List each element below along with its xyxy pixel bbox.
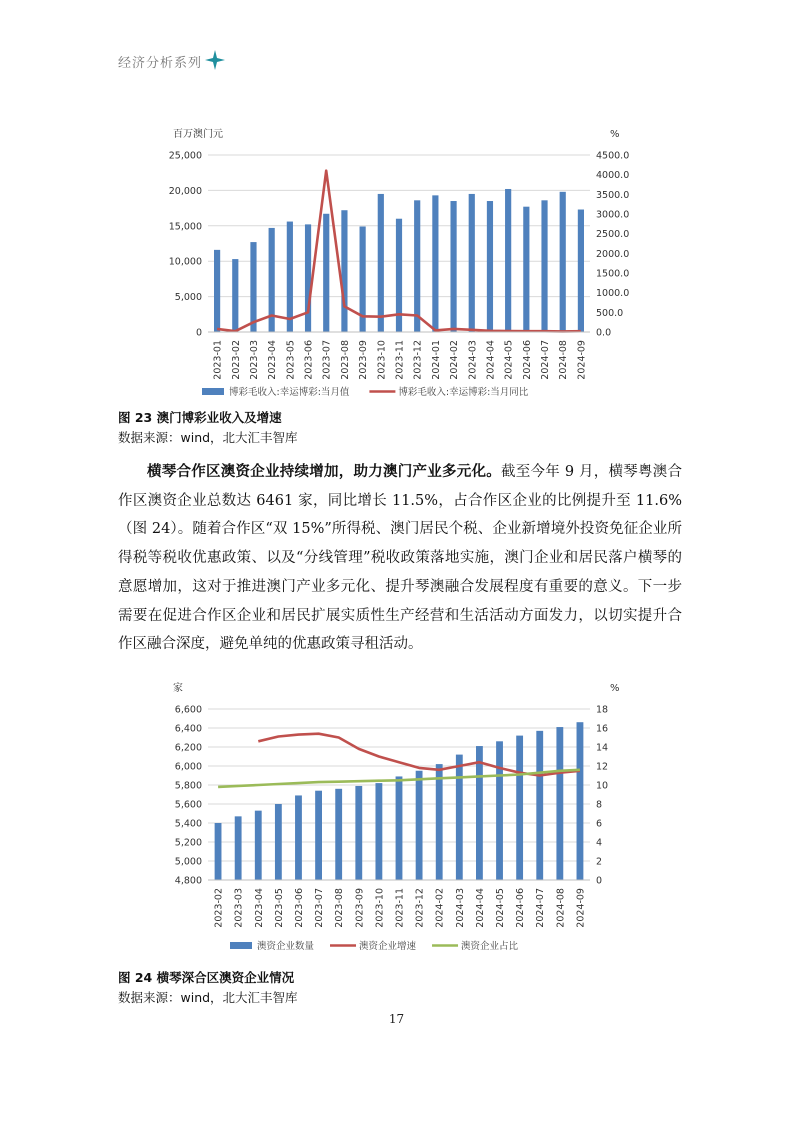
c2-bar <box>315 791 322 880</box>
c2-bar <box>355 786 362 880</box>
c2-legend-label: 澳资企业增速 <box>359 941 417 952</box>
c2-right-tick: 10 <box>596 780 609 792</box>
c1-bar <box>450 201 456 332</box>
c1-right-tick: 4500.0 <box>596 150 630 162</box>
c1-x-tick: 2024-03 <box>467 340 479 380</box>
c2-right-tick: 16 <box>596 723 609 735</box>
c2-right-tick: 0 <box>596 875 603 887</box>
c2-left-tick: 6,600 <box>174 704 202 716</box>
c1-left-tick: 25,000 <box>168 150 202 162</box>
macau-enterprise-chart <box>150 678 620 960</box>
c2-left-tick: 5,000 <box>174 856 202 868</box>
c2-bar <box>416 771 423 880</box>
c1-bar <box>432 195 438 332</box>
c1-right-tick: 4000.0 <box>596 170 630 182</box>
c1-bar <box>578 210 584 332</box>
c2-x-tick: 2023-11 <box>394 888 406 928</box>
c1-x-tick: 2024-09 <box>576 340 588 380</box>
series-title: 经济分析系列 <box>118 56 203 71</box>
c1-x-tick: 2023-02 <box>230 340 242 380</box>
c2-bar <box>235 816 242 880</box>
c1-x-tick: 2023-04 <box>267 340 279 380</box>
c2-right-unit: % <box>610 683 620 694</box>
c1-bar <box>287 222 293 332</box>
c2-left-tick: 4,800 <box>174 875 202 887</box>
paragraph-body: 截至今年 9 月，横琴粤澳合作区澳资企业总数达 6461 家，同比增长 11.5%，占合作区企业的比例提升至 11.6%（图 24）。随着合作区“双 15%”所得税、澳门居民个税、企业新增境外投资免征企业所得税等税收优惠政策、以及“分线管理”税收政策落地实施，澳门企业和居民落户横琴的意愿增加，这对于推进澳门产业多元化、提升琴澳融合发展程度有重要的意义。下一步需要在促进合作区企业和居民扩展实质性生产经营和生活活动方面发力，以切实提升合作区融合深度，避免单纯的优惠政策寻租活动。 <box>118 464 682 653</box>
c1-right-tick: 3500.0 <box>596 189 630 201</box>
c2-x-tick: 2023-05 <box>273 888 285 928</box>
figure-24-caption: 图 24 横琴深合区澳资企业情况 <box>118 970 295 985</box>
c1-left-tick: 10,000 <box>168 256 202 268</box>
c1-bar <box>469 194 475 332</box>
c2-left-tick: 5,600 <box>174 799 202 811</box>
c2-bar <box>295 795 302 880</box>
c1-right-tick: 0.0 <box>596 327 612 339</box>
c1-left-tick: 0 <box>195 327 202 339</box>
c2-bar <box>577 722 584 880</box>
c2-bar <box>456 755 463 880</box>
c2-bar <box>536 731 543 880</box>
c2-x-tick: 2023-09 <box>354 888 366 928</box>
c2-left-tick: 6,400 <box>174 723 202 735</box>
c1-left-tick: 20,000 <box>168 185 202 197</box>
c1-x-tick: 2024-01 <box>430 340 442 380</box>
c1-bar <box>323 214 329 332</box>
c1-bar <box>232 259 238 332</box>
c1-right-tick: 1500.0 <box>596 268 630 280</box>
c1-left-tick: 15,000 <box>168 221 202 233</box>
c2-x-tick: 2024-02 <box>434 888 446 928</box>
c2-legend-label: 澳资企业数量 <box>257 941 315 952</box>
c2-right-tick: 12 <box>596 761 609 773</box>
figure-24-source: 数据来源：wind，北大汇丰智库 <box>118 990 298 1005</box>
c1-bar <box>560 192 566 332</box>
c2-legend-swatch <box>230 942 252 949</box>
c2-left-tick: 6,000 <box>174 761 202 773</box>
paragraph-lead: 横琴合作区澳资企业持续增加，助力澳门产业多元化。 <box>147 463 502 480</box>
c2-right-tick: 4 <box>596 837 603 849</box>
c2-legend-label: 澳资企业占比 <box>461 941 519 952</box>
c2-left-unit: 家 <box>173 683 183 694</box>
c2-x-tick: 2023-06 <box>293 888 305 928</box>
c1-right-tick: 3000.0 <box>596 209 630 221</box>
c2-x-tick: 2023-10 <box>374 888 386 928</box>
c1-legend-swatch <box>202 388 224 395</box>
c2-bar <box>476 746 483 880</box>
c2-x-tick: 2024-03 <box>454 888 466 928</box>
c2-right-tick: 6 <box>596 818 603 830</box>
c1-legend-label: 博彩毛收入:幸运博彩:当月值 <box>229 387 350 398</box>
c2-x-tick: 2024-08 <box>555 888 567 928</box>
c2-x-tick: 2023-02 <box>213 888 225 928</box>
c1-right-tick: 1000.0 <box>596 288 630 300</box>
c1-x-tick: 2023-11 <box>394 340 406 380</box>
c1-bar <box>341 210 347 332</box>
c2-x-tick: 2024-09 <box>575 888 587 928</box>
c1-right-tick: 2500.0 <box>596 229 630 241</box>
body-paragraph <box>118 458 682 659</box>
c1-x-tick: 2023-03 <box>248 340 260 380</box>
c1-x-tick: 2023-08 <box>339 340 351 380</box>
figure-23-caption: 图 23 澳门博彩业收入及增速 <box>118 410 282 425</box>
c2-x-tick: 2023-04 <box>253 888 265 928</box>
c2-bar <box>496 741 503 880</box>
c2-right-tick: 14 <box>596 742 609 754</box>
c2-bar <box>396 776 403 880</box>
c1-x-tick: 2024-08 <box>558 340 570 380</box>
c1-x-tick: 2024-05 <box>503 340 515 380</box>
c1-x-tick: 2023-10 <box>376 340 388 380</box>
c1-x-tick: 2023-06 <box>303 340 315 380</box>
c1-x-tick: 2024-07 <box>540 340 552 380</box>
c1-bar <box>250 242 256 332</box>
c1-right-tick: 500.0 <box>596 307 624 319</box>
c2-line-0 <box>258 734 580 776</box>
c1-legend-label: 博彩毛收入:幸运博彩:当月同比 <box>398 387 529 398</box>
page-number: 17 <box>388 1012 405 1026</box>
c2-left-tick: 5,200 <box>174 837 202 849</box>
figure-23-source: 数据来源：wind，北大汇丰智库 <box>118 430 298 445</box>
c1-left-unit: 百万澳门元 <box>173 129 223 140</box>
gaming-revenue-chart-svg <box>150 120 630 405</box>
c1-x-tick: 2023-09 <box>358 340 370 380</box>
c1-right-unit: % <box>610 129 620 140</box>
c1-x-tick: 2024-04 <box>485 340 497 380</box>
c2-right-tick: 8 <box>596 799 603 811</box>
c2-bar <box>436 764 443 880</box>
c1-x-tick: 2023-05 <box>285 340 297 380</box>
c2-bar <box>275 804 282 880</box>
c2-x-tick: 2024-05 <box>495 888 507 928</box>
macau-enterprise-chart-svg <box>150 678 620 960</box>
c1-bar <box>214 250 220 332</box>
four-point-star-icon <box>205 50 225 70</box>
c2-x-tick: 2023-03 <box>233 888 245 928</box>
c2-x-tick: 2024-06 <box>515 888 527 928</box>
c2-x-tick: 2023-08 <box>334 888 346 928</box>
c2-bar <box>255 811 262 880</box>
c1-bar <box>305 224 311 332</box>
c1-x-tick: 2023-07 <box>321 340 333 380</box>
c2-left-tick: 6,200 <box>174 742 202 754</box>
c1-x-tick: 2024-06 <box>521 340 533 380</box>
c2-x-tick: 2023-07 <box>314 888 326 928</box>
c2-x-tick: 2024-04 <box>474 888 486 928</box>
c2-bar <box>375 783 382 880</box>
c1-bar <box>505 189 511 332</box>
c2-bar <box>556 727 563 880</box>
c2-x-tick: 2024-07 <box>535 888 547 928</box>
c2-left-tick: 5,400 <box>174 818 202 830</box>
c2-right-tick: 2 <box>596 856 603 868</box>
c1-right-tick: 2000.0 <box>596 248 630 260</box>
c1-x-tick: 2023-01 <box>212 340 224 380</box>
c1-bar <box>414 200 420 332</box>
c2-bar <box>335 789 342 880</box>
c2-bar <box>215 823 222 880</box>
c1-bar <box>487 201 493 332</box>
c1-left-tick: 5,000 <box>174 292 202 304</box>
c1-x-tick: 2024-02 <box>449 340 461 380</box>
c2-x-tick: 2023-12 <box>414 888 426 928</box>
c1-bar <box>378 194 384 332</box>
c1-bar <box>541 200 547 332</box>
c2-bar <box>516 736 523 880</box>
c2-left-tick: 5,800 <box>174 780 202 792</box>
c1-bar <box>523 207 529 332</box>
gaming-revenue-chart <box>150 120 630 405</box>
c1-x-tick: 2023-12 <box>412 340 424 380</box>
c2-right-tick: 18 <box>596 704 609 716</box>
